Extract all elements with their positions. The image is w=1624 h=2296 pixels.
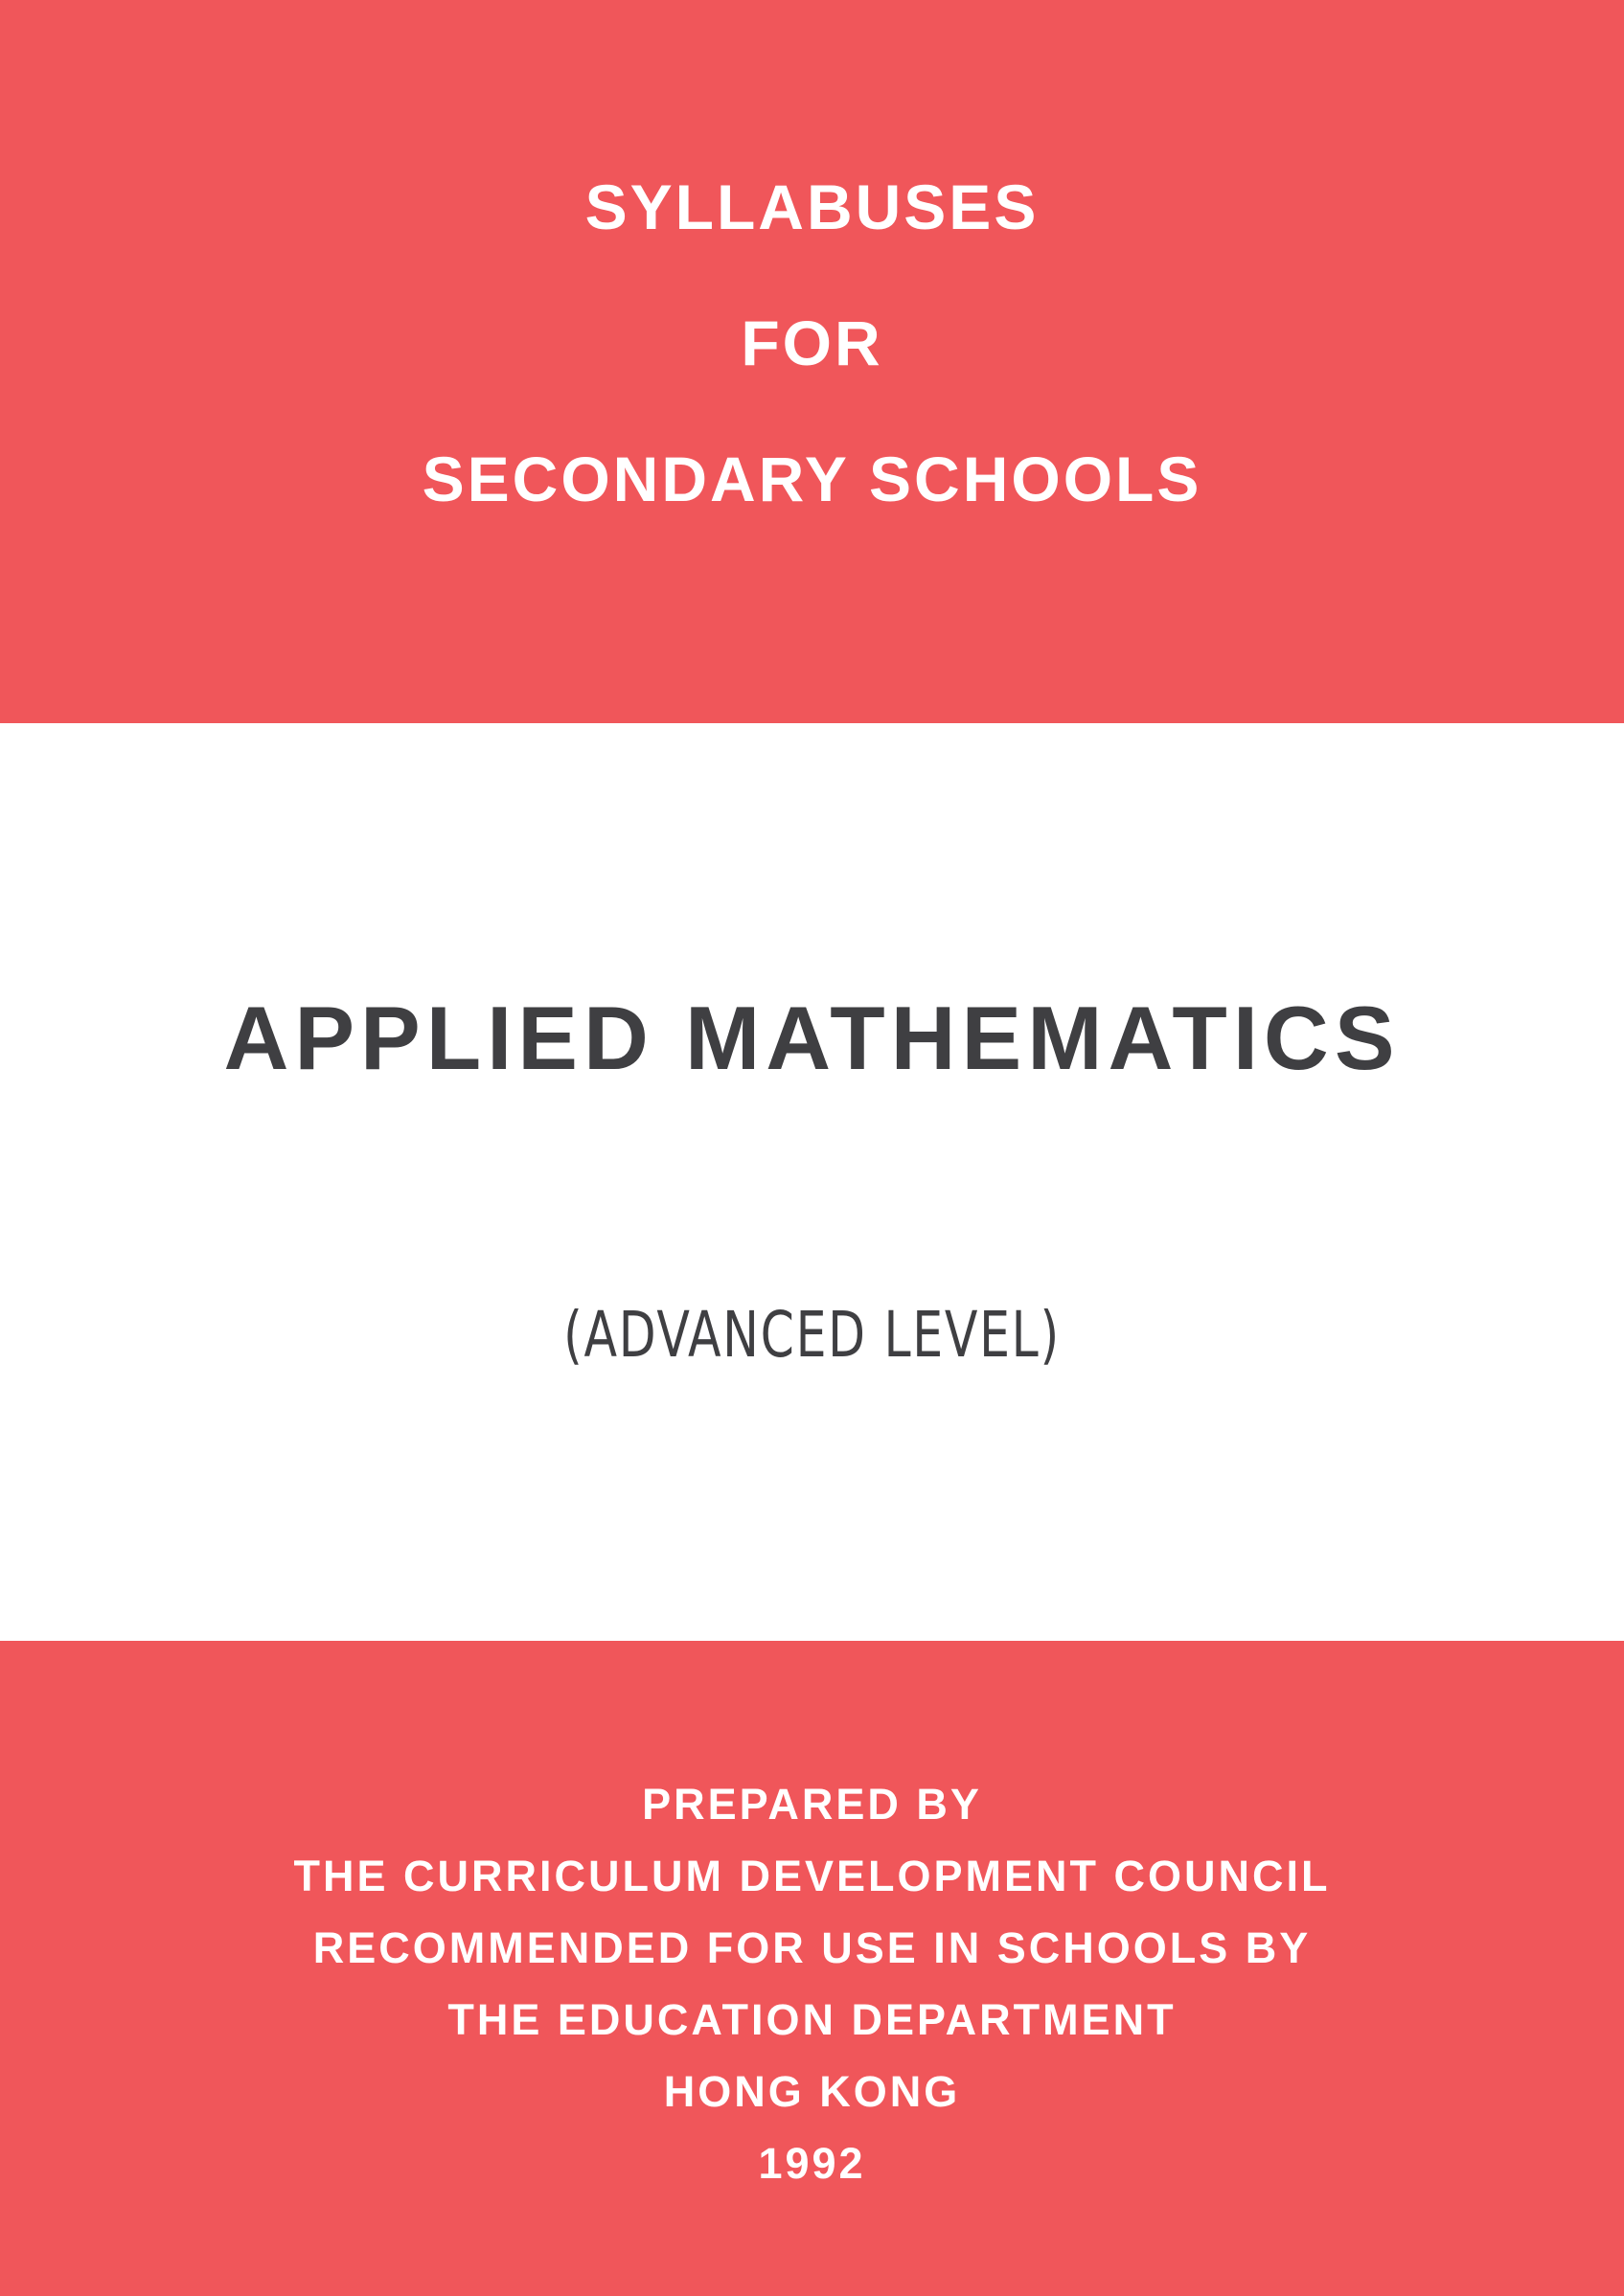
cover-subtitle: (ADVANCED LEVEL) bbox=[563, 1298, 1061, 1372]
footer-line-2: THE CURRICULUM DEVELOPMENT COUNCIL bbox=[293, 1852, 1331, 1900]
footer-line-4: THE EDUCATION DEPARTMENT bbox=[447, 1995, 1177, 2044]
header-line-1: SYLLABUSES bbox=[584, 171, 1040, 242]
footer-line-5: HONG KONG bbox=[663, 2067, 961, 2116]
title-panel bbox=[0, 723, 1624, 1641]
header-line-3: SECONDARY SCHOOLS bbox=[422, 443, 1202, 514]
header-line-2: FOR bbox=[741, 307, 883, 378]
footer-line-1: PREPARED BY bbox=[642, 1780, 982, 1829]
footer-line-3: RECOMMENDED FOR USE IN SCHOOLS BY bbox=[312, 1923, 1312, 1972]
footer-line-6: 1992 bbox=[758, 2139, 866, 2188]
top-red-band bbox=[0, 0, 1624, 723]
cover-title: APPLIED MATHEMATICS bbox=[223, 988, 1401, 1088]
